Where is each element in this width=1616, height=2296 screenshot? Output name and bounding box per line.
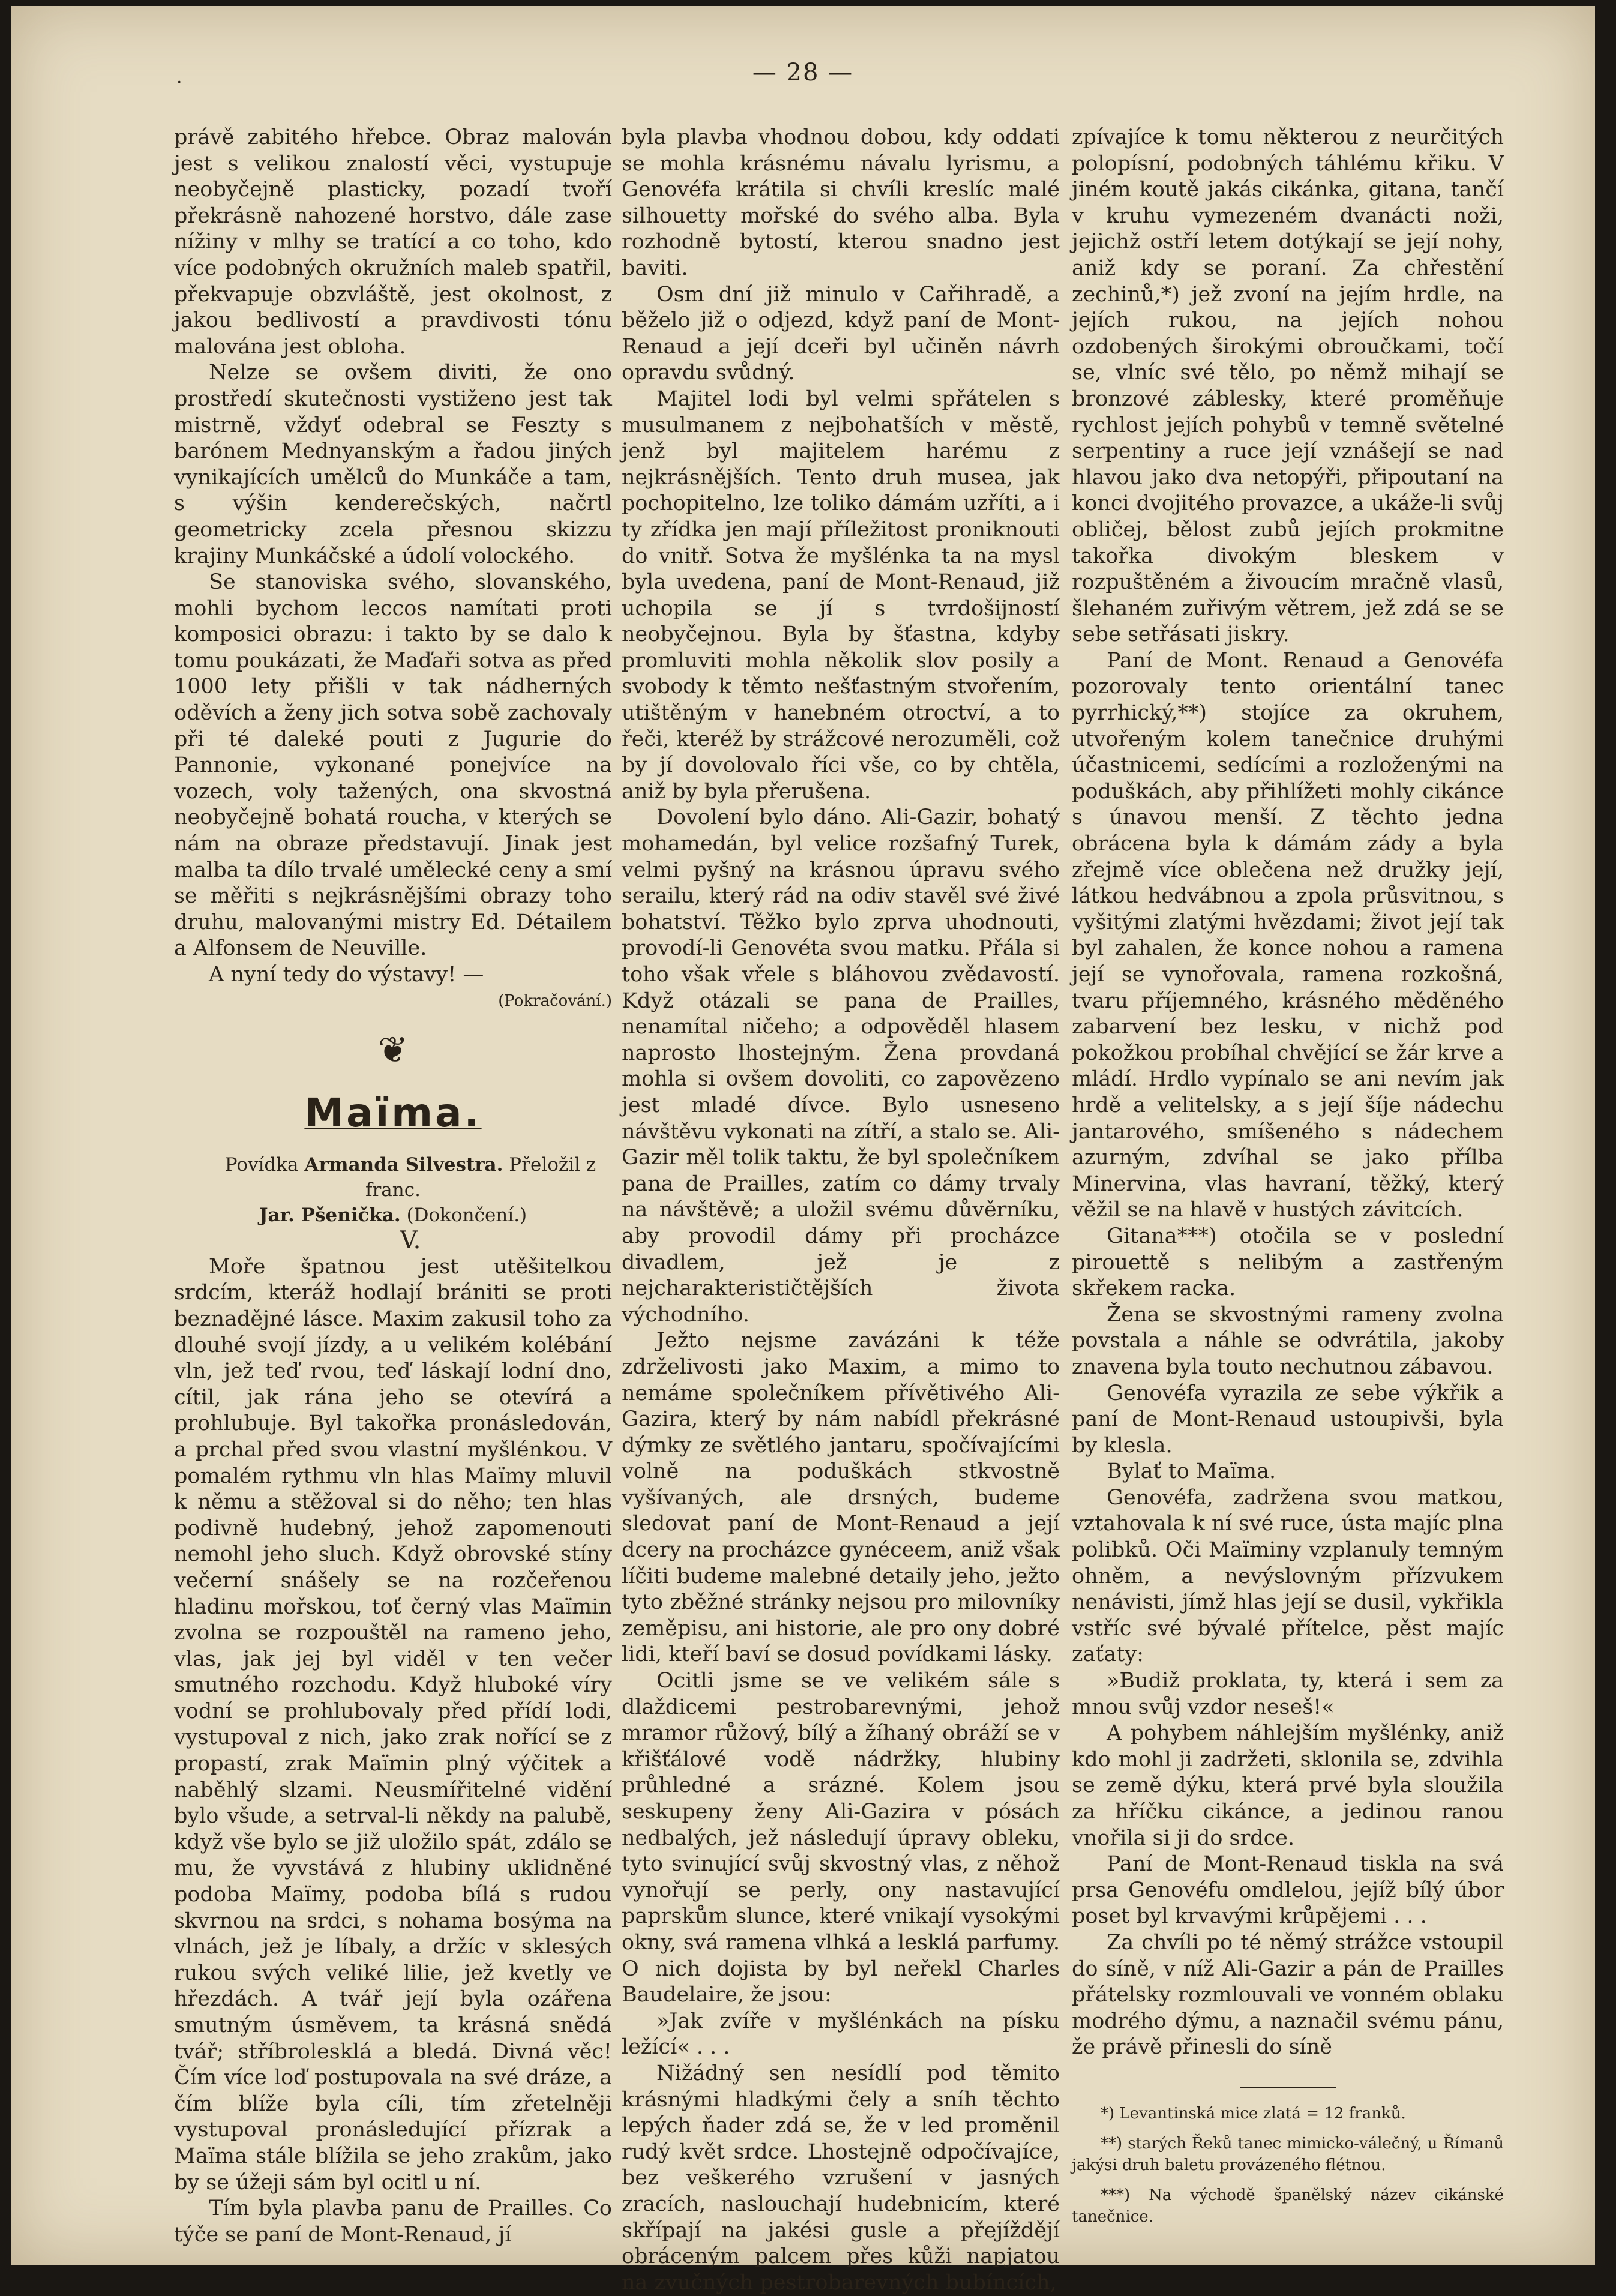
footnote-divider	[1240, 2087, 1336, 2088]
paragraph: A pohybem náhlejším myšlénky, aniž kdo mohl ji zadržeti, sklonila se, zdvihla se země dýku, která prvé byla sloužila za hříčku cikánce, a jedinou ranou vnořila si ji do srdce.	[1072, 1721, 1504, 1850]
paragraph: Osm dní již minulo v Cařihradě, a běželo již o odjezd, když paní de Mont-Renaud a její dceři byl učiněn návrh opravdu svůdný.	[622, 282, 1060, 385]
paragraph: Dovolení bylo dáno. Ali-Gazir, bohatý mohamedán, byl velice rozšafný Turek, velmi pyšný na krásnou úpravu svého serailu, který rád na odiv stavěl své živé bohatství. Těžko bylo zprva uhodnouti, provodí-li Genovéta svou matku. Přála si toho však vřele s bláhovou zvědavostí. Když otázali se pana de Prailles, nenamítal ničeho; a odpověděl hlasem naprosto lhostejným. Žena provdaná mohla si ovšem dovoliti, co zapovězeno jest mladé dívce. Bylo usneseno návštěvu vykonati na zítří, a stalo se. Ali-Gazir měl tolik taktu, že byl společníkem pana de Prailles, zatím co dámy trvaly na návštěvě; a uložil svému důvěrníku, aby provodil dámy při procházce divadlem, jež je z nejcharakterističtějších života východního.	[622, 805, 1060, 1327]
paragraph: Bylať to Maïma.	[1107, 1459, 1276, 1484]
story-title: Maïma.	[304, 1090, 482, 1137]
page-mark: ·	[176, 72, 182, 93]
byline	[174, 1152, 612, 1228]
byline-translator: Jar. Pšenička.	[259, 1204, 401, 1227]
paragraph: Žena se skvostnými rameny zvolna povstala a náhle se odvrátila, jakoby znavena byla touto nechutnou zábavou.	[1072, 1302, 1504, 1379]
byline-prefix: Povídka	[224, 1154, 299, 1176]
paragraph: Nižádný sen nesídlí pod těmito krásnými hladkými čely a sníh těchto lepých ňader zdá se, že v led proměnil rudý květ srdce. Lhostejně odpočívajíce, bez veškerého vzrušení v jasných zracích, naslouchají hudebnicím, které skřípají na jakési gusle a přejíždějí obráceným palcem přes kůži napjatou na zvučných pestrobarevných bubíncích,	[622, 2061, 1060, 2295]
paragraph: Genovéfa vyrazila ze sebe výkřik a paní de Mont-Renaud ustoupivši, byla by klesla.	[1072, 1381, 1504, 1458]
paragraph: byla plavba vhodnou dobou, kdy oddati se mohla krásnému návalu lyrismu, a Genovéfa krátila si chvíli kreslíc malé silhouetty mořské do svého alba. Byla rozhodně bytostí, kterou snadno jest baviti.	[622, 125, 1060, 280]
paragraph: právě zabitého hřebce. Obraz malován jest s velikou znalostí věci, vystupuje neobyčejně plasticky, pozadí tvoří překrásně nahozené horstvo, dále zase nížiny v mlhy se tratící a co toho, kdo více podobných okružních maleb spatřil, překvapuje obzvláště, jest okolnost, z jakou bedlivostí a pravdivosti tónu malována jest obloha.	[174, 125, 612, 359]
page-number: — 28 —	[752, 59, 854, 86]
column-3	[1072, 125, 1504, 2236]
paragraph: Za chvíli po té němý strážce vstoupil do síně, v níž Ali-Gazir a pán de Prailles přátelsky rozmlouvali ve vonném oblaku modrého dýmu, a naznačil svému pánu, že právě přinesli do síně	[1072, 1930, 1504, 2060]
byline-author: Armanda Silvestra.	[304, 1154, 503, 1176]
paragraph: Ocitli jsme se ve velikém sále s dlaždicemi pestrobarevnými, jehož mramor růžový, bílý a žíhaný obráží se v křišťálové vodě nádržky, hlubiny průhledné a srázné. Kolem jsou seskupeny ženy Ali-Gazira v pósách nedbalých, jež následují úpravy obleku, tyto svinující svůj skvostný vlas, z něhož vynořují se perly, ony nastavující paprskům slunce, které vnikají vysokými okny, svá ramena vlhká a lesklá parfumy. O nich dojista by byl neřekl Charles Baudelaire, že jsou:	[622, 1669, 1060, 2007]
paragraph: Paní de Mont. Renaud a Genovéfa pozorovaly tento orientální tanec pyrrhický,**) stojíce za okruhem, utvořeným kolem tanečnice druhými účastnicemi, sedícími a rozloženými na poduškách, aby přihlížeti mohly cikánce s únavou menší. Z těchto jedna obrácena byla k dámám zády a byla zřejmě více oblečena než družky její, látkou hedvábnou a zpola průsvitnou, s vyšitými zlatými hvězdami; život její tak byl zahalen, že konce nohou a ramena její se vynořovala, ramena rozkošná, tvaru příjemného, krásného měděného zabarvení bez lesku, v nichž pod pokožkou probíhal chvějící se žár krve a mládí. Hrdlo vypínalo se ani nevím jak hrdě a velitelsky, a s její šíje nádechu jantarového, smíšeného s nádechem azurným, zdvíhal se jako přílba Minervina, vlas havraní, těžký, který věžil se na hlavě v hustých závitcích.	[1072, 648, 1504, 1222]
paragraph: zpívajíce k tomu některou z neurčitých polopísní, podobných táhlému křiku. V jiném koutě jakás cikánka, gitana, tančí v kruhu vymezeném dvanácti noži, jejichž ostří letem dotýkají se její nohy, aniž kdy se poraní. Za chřestění zechinů,*) jež zvoní na jejím hrdle, na jejích rukou, na jejích nohou ozdobených širokými obroučkami, točí se, vlníc své tělo, po němž mihají se bronzové záblesky, které proměňuje rychlost jejích pohybů v temně světelné serpentiny a ruce její vznášejí se nad hlavou jako dva netopýři, připoutaní na konci dvojitého provazce, a ukáže-li svůj obličej, bělost zubů jejích prokmitne takořka divokým bleskem v rozpuštěném a živoucím mračně vlasů, šlehaném zuřivým větrem, jež zdá se se sebe setřásati jiskry.	[1072, 125, 1504, 647]
footnotes	[1072, 2103, 1504, 2228]
continued-note: (Pokračování.)	[498, 991, 612, 1010]
paragraph: Ježto nejsme zavázáni k téže zdrželivosti jako Maxim, a mimo to nemáme společníkem přívětivého Ali-Gazira, který by nám nabídl překrásné dýmky ze světlého jantaru, spočívajícími volně na poduškách stkvostně vyšívaných, ale drsných, budeme sledovat paní de Mont-Renaud a její dcery na procházce gynéceem, aniž však líčiti budeme malebné detaily jeho, ježto tyto zběžné stránky nejsou pro milovníky zeměpisu, ani historie, ale pro ony dobré lidi, kteří baví se dosud povídkami lásky.	[622, 1329, 1060, 1667]
footnote: **) starých Řeků tanec mimicko-válečný, u Římanů jakýsi druh baletu provázeného flétnou.	[1072, 2134, 1504, 2174]
fleuron-ornament: ❦	[377, 1029, 409, 1072]
paragraph: »Budiž proklata, ty, která i sem za mnou svůj vzdor neseš!«	[1072, 1669, 1504, 1719]
column-1	[174, 125, 612, 2248]
paragraph: Paní de Mont-Renaud tiskla na svá prsa Genovéfu omdlelou, jejíž bílý úbor poset byl krvavými krůpějemi . . .	[1072, 1852, 1504, 1929]
column-2	[622, 125, 1060, 2296]
newspaper-page	[11, 6, 1595, 2295]
paragraph: Genovéfa, zadržena svou matkou, vztahovala k ní své ruce, ústa majíc plna polibků. Oči Maïminy vzplanuly temným ohněm, a nevýslovným přízvukem nenávisti, jímž hlas její se dusil, vykřikla vstříc své bývalé přítelce, pěst majíc zaťaty:	[1072, 1485, 1504, 1667]
paragraph: Gitana***) otočila se v poslední pirouettě s nelibým a zastřeným skřekem racka.	[1072, 1224, 1504, 1301]
paragraph: Tím byla plavba panu de Prailles. Co týče se paní de Mont-Renaud, jí	[174, 2196, 612, 2247]
paragraph: Se stanoviska svého, slovanského, mohli bychom leccos namítati proti komposici obrazu: i takto by se dalo k tomu poukázati, že Maďaři sotva as před 1000 lety přišli v tak nádherných oděvích a ženy jich sotva sobě zachovaly při té daleké pouti z Jugurie do Pannonie, vykonané ponejvíce na vozech, voly tažených, ona skvostná neobyčejně bohatá roucha, v kterých se nám na obraze představují. Jinak jest malba ta dílo trvalé umělecké ceny a smí se měřiti s nejkrásnějšími obrazy toho druhu, malovanými mistry Ed. Détailem a Alfonsem de Neuville.	[174, 570, 612, 961]
paragraph: Moře špatnou jest utěšitelkou srdcím, kteráž hodlají brániti se proti beznadějné lásce. Maxim zakusil toho za dlouhé svojí jízdy, a u velikém kolébání vln, jež teď rvou, teď láskají lodní dno, cítil, jak rána jeho se otevírá a prohlubuje. Byl takořka pronásledován, a prchal před svou vlastní myšlénkou. V pomalém rythmu vln hlas Maïmy mluvil k němu a stěžoval si do něho; ten hlas podivně hudebný, jehož zapomenouti nemohl jeho sluch. Když obrovské stíny večerní snášely se na rozčeřenou hladinu mořskou, toť černý vlas Maïmin zvolna se rozpouštěl na rameno jeho, vlas, jak jej byl viděl v ten večer smutného rozchodu. Když hluboké víry vodní se prohlubovaly před přídí lodi, vystupoval z nich, jako zrak nořící se z propastí, zrak Maïmin plný výčitek a naběhlý slzami. Neusmířitelné vidění bylo všude, a setrval-li někdy na palubě, když vše bylo se již uložilo spát, zdálo se mu, že vyvstává z hlubiny uklidněné podoba Maïmy, podoba bílá s rudou skvrnou na srdci, s nohama bosýma na vlnách, jež je líbaly, a držíc v sklesých rukou svých veliké lilie, jež kvetly ve hřezdách. A tvář její byla ozářena smutným úsměvem, ta krásná snědá tvář; stříbrolesklá a bledá. Divná věc! Čím více loď postupovala na své dráze, a čím blíže byla cíli, tím zřetelněji vystupoval pronásledující přízrak a Maïma stále blížila se jeho zrakům, jako by se úžeji sám byl ocitl u ní.	[174, 1254, 612, 2195]
paragraph: A nyní tedy do výstavy! —	[209, 963, 484, 987]
quote: »Jak zvíře v myšlénkách na písku ležící« . . .	[622, 2009, 1060, 2060]
paragraph: Majitel lodi byl velmi spřátelen s musulmanem z nejbohatších v městě, jenž byl majitelem harému z nejkrásnějších. Tento druh musea, jak pochopitelno, lze toliko dámám uzříti, a i ty zřídka jen mají příležitost proniknouti do vnitř. Sotva že myšlénka ta na mysl byla uvedena, paní de Mont-Renaud, již uchopila se jí s tvrdošijností neobyčejnou. Byla by šťastna, kdyby promluviti mohla několik slov posily a svobody k těmto nešťastným stvořením, utištěným v hanebném otroctví, a to řeči, kteréž by strážcové nerozuměli, což by jí dovolovalo říci vše, co by chtěla, aniž by byla přerušena.	[622, 386, 1060, 804]
footnote: *) Levantinská mice zlatá = 12 franků.	[1101, 2104, 1406, 2123]
chapter-number: V.	[400, 1227, 421, 1255]
footnote: ***) Na východě španělský název cikánské tanečnice.	[1072, 2186, 1504, 2226]
byline-conclusion-note: (Dokončení.)	[406, 1204, 527, 1227]
byline-translated-note: Přeložil z franc.	[365, 1154, 596, 1201]
paragraph: Nelze se ovšem diviti, že ono prostředí skutečnosti vystiženo jest tak mistrně, vždyť odebral se Feszty s barónem Mednyanským a řadou jiných vynikajících umělců do Munkáče a tam, s výšin kenderečských, načrtl geometricky zcela přesnou skizzu krajiny Munkáčské a údolí volockého.	[174, 361, 612, 568]
